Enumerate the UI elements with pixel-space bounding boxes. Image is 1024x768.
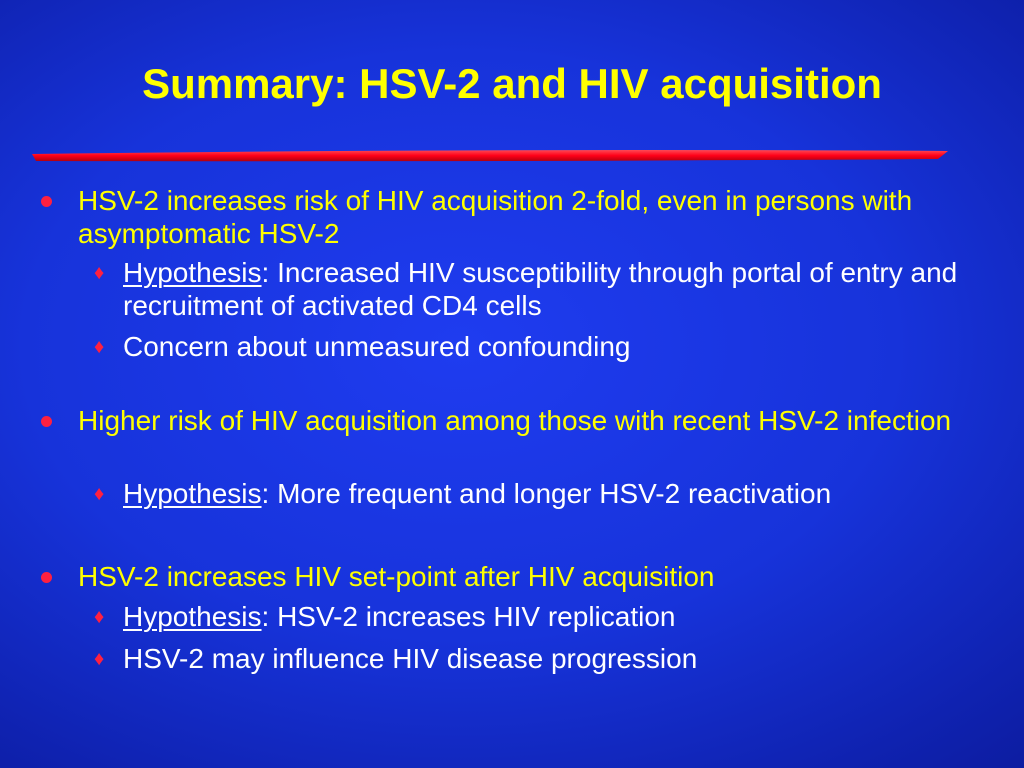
diamond-icon: ♦ [94, 648, 105, 670]
bullet-3-sub-2 [94, 642, 1003, 675]
bullet-2-sub-1 [94, 477, 1003, 510]
bullet-3 [78, 560, 978, 593]
slide-title: Summary: HSV-2 and HIV acquisition [142, 60, 882, 107]
diamond-icon: ♦ [94, 483, 105, 505]
title-underline-swoosh [30, 148, 950, 168]
bullet-1-text: HSV-2 increases risk of HIV acquisition 2-fold, even in persons with asymptomatic HSV-2 [78, 185, 913, 249]
round-dot-icon [41, 416, 52, 427]
bullet-1-sub-2 [94, 330, 1003, 363]
bullet-1-sub-1-text: : Increased HIV susceptibility through portal of entry and recruitment of activated CD4 cells [123, 257, 958, 321]
bullet-2-text: Higher risk of HIV acquisition among those with recent HSV-2 infection [78, 405, 952, 436]
round-dot-icon [41, 196, 52, 207]
round-dot-icon [41, 572, 52, 583]
diamond-icon: ♦ [94, 262, 105, 284]
bullet-1-sub-1 [94, 256, 1003, 322]
bullet-2 [78, 404, 978, 437]
diamond-icon: ♦ [94, 336, 105, 358]
bullet-3-sub-1 [94, 600, 1003, 633]
diamond-icon: ♦ [94, 606, 105, 628]
hypothesis-label: Hypothesis [123, 478, 262, 509]
bullet-1-sub-2-text: Concern about unmeasured confounding [123, 331, 631, 362]
bullet-1 [78, 184, 978, 250]
bullet-3-sub-2-text: HSV-2 may influence HIV disease progression [123, 643, 698, 674]
hypothesis-label: Hypothesis [123, 601, 262, 632]
bullet-3-text: HSV-2 increases HIV set-point after HIV acquisition [78, 561, 715, 592]
bullet-2-sub-1-text: : More frequent and longer HSV-2 reactivation [261, 478, 832, 509]
bullet-3-sub-1-text: : HSV-2 increases HIV replication [261, 601, 676, 632]
hypothesis-label: Hypothesis [123, 257, 262, 288]
